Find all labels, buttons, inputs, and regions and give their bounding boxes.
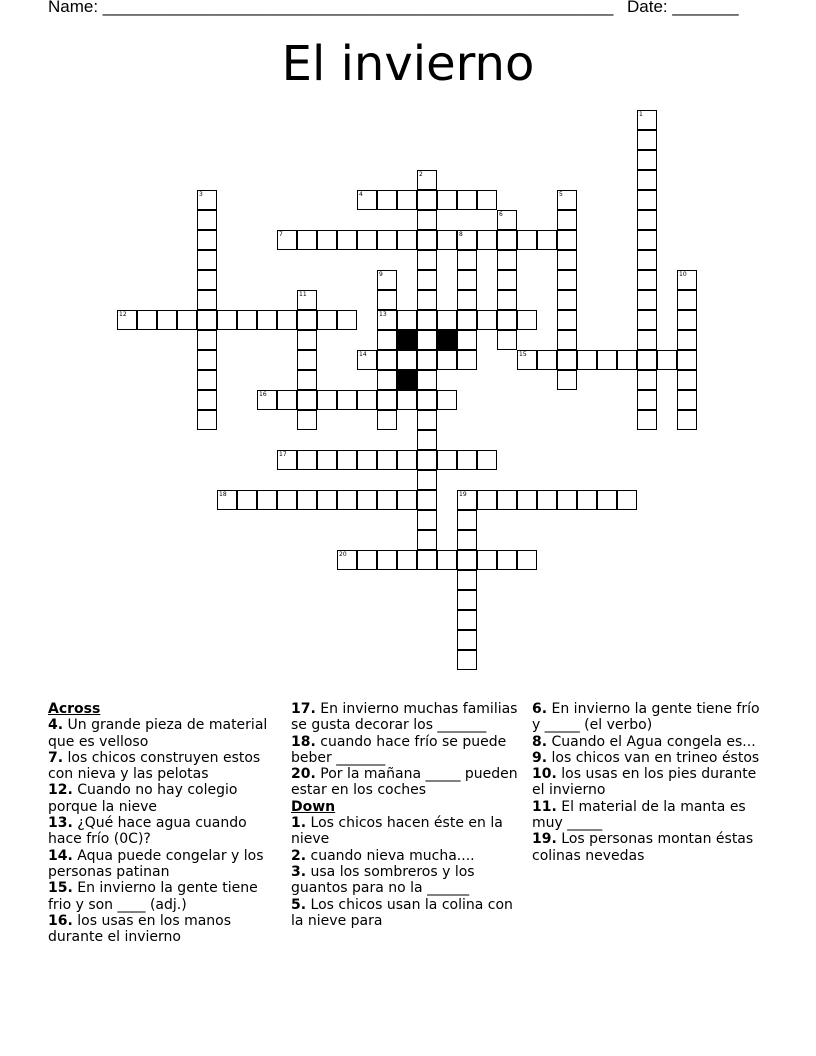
grid-cell[interactable] bbox=[377, 330, 397, 350]
grid-cell[interactable] bbox=[197, 370, 217, 390]
clue-down-1: 1. Los chicos hacen éste en la nieve bbox=[291, 815, 503, 848]
clue-across-12: 12. Cuando no hay colegio porque la nieve bbox=[48, 782, 238, 815]
grid-cell[interactable] bbox=[637, 410, 657, 430]
grid-cell[interactable] bbox=[417, 310, 437, 330]
cell-number: 4 bbox=[359, 191, 363, 198]
clue-across-20: 20. Por la mañana _____ pueden estar en los coches bbox=[291, 766, 518, 799]
grid-cell[interactable] bbox=[637, 170, 657, 190]
clue-down-10: 10. los usas en los pies durante el invierno bbox=[532, 766, 757, 799]
grid-cell[interactable] bbox=[417, 330, 437, 350]
grid-cell[interactable] bbox=[197, 390, 217, 410]
grid-cell[interactable] bbox=[577, 490, 597, 510]
grid-cell[interactable] bbox=[437, 190, 457, 210]
grid-cell[interactable] bbox=[257, 310, 277, 330]
grid-cell[interactable] bbox=[457, 510, 477, 530]
black-cell bbox=[397, 370, 417, 390]
grid-cell[interactable] bbox=[457, 230, 477, 250]
grid-cell[interactable] bbox=[297, 290, 317, 310]
grid-cell[interactable] bbox=[397, 490, 417, 510]
grid-cell[interactable] bbox=[197, 410, 217, 430]
cell-number: 11 bbox=[299, 291, 307, 298]
grid-cell[interactable] bbox=[677, 270, 697, 290]
grid-cell[interactable] bbox=[197, 270, 217, 290]
black-cell bbox=[437, 330, 457, 350]
grid-cell[interactable] bbox=[317, 230, 337, 250]
grid-cell[interactable] bbox=[637, 110, 657, 130]
date-field[interactable]: Date: _______ bbox=[627, 0, 739, 16]
grid-cell[interactable] bbox=[297, 410, 317, 430]
clues-column-2 bbox=[291, 701, 523, 929]
grid-cell[interactable] bbox=[377, 270, 397, 290]
grid-cell[interactable] bbox=[477, 450, 497, 470]
grid-cell[interactable] bbox=[637, 210, 657, 230]
grid-cell[interactable] bbox=[277, 230, 297, 250]
grid-cell[interactable] bbox=[557, 330, 577, 350]
grid-cell[interactable] bbox=[397, 190, 417, 210]
grid-cell[interactable] bbox=[677, 290, 697, 310]
grid-cell[interactable] bbox=[417, 470, 437, 490]
grid-cell[interactable] bbox=[497, 230, 517, 250]
grid-cell[interactable] bbox=[377, 410, 397, 430]
grid-cell[interactable] bbox=[677, 330, 697, 350]
clue-down-19: 19. Los personas montan éstas colinas nevedas bbox=[532, 831, 754, 864]
grid-cell[interactable] bbox=[477, 230, 497, 250]
grid-cell[interactable] bbox=[497, 210, 517, 230]
grid-cell[interactable] bbox=[637, 270, 657, 290]
grid-cell[interactable] bbox=[497, 290, 517, 310]
grid-cell[interactable] bbox=[457, 530, 477, 550]
grid-cell[interactable] bbox=[417, 450, 437, 470]
grid-cell[interactable] bbox=[377, 230, 397, 250]
grid-cell[interactable] bbox=[157, 310, 177, 330]
grid-cell[interactable] bbox=[497, 270, 517, 290]
grid-cell[interactable] bbox=[417, 430, 437, 450]
grid-cell[interactable] bbox=[197, 310, 217, 330]
clue-across-17: 17. En invierno muchas familias se gusta decorar los _______ bbox=[291, 701, 518, 734]
clue-down-2: 2. cuando nieva mucha.... bbox=[291, 847, 475, 864]
grid-cell[interactable] bbox=[357, 190, 377, 210]
grid-cell[interactable] bbox=[677, 390, 697, 410]
grid-cell[interactable] bbox=[417, 290, 437, 310]
grid-cell[interactable] bbox=[297, 330, 317, 350]
grid-cell[interactable] bbox=[617, 490, 637, 510]
grid-cell[interactable] bbox=[337, 310, 357, 330]
name-field[interactable]: Name: ______________________________________________________ bbox=[48, 0, 614, 16]
grid-cell[interactable] bbox=[477, 190, 497, 210]
grid-cell[interactable] bbox=[637, 330, 657, 350]
grid-cell[interactable] bbox=[457, 610, 477, 630]
clue-down-5: 5. Los chicos usan la colina con la nieve para bbox=[291, 896, 513, 929]
cell-number: 12 bbox=[119, 311, 127, 318]
grid-cell[interactable] bbox=[137, 310, 157, 330]
grid-cell[interactable] bbox=[277, 450, 297, 470]
grid-cell[interactable] bbox=[397, 230, 417, 250]
clues-column-1 bbox=[48, 701, 280, 945]
grid-cell[interactable] bbox=[377, 370, 397, 390]
grid-cell[interactable] bbox=[457, 490, 477, 510]
cell-number: 9 bbox=[379, 271, 383, 278]
grid-cell[interactable] bbox=[637, 350, 657, 370]
grid-cell[interactable] bbox=[457, 450, 477, 470]
cell-number: 20 bbox=[339, 551, 347, 558]
clue-across-16: 16. los usas en los manos durante el invierno bbox=[48, 912, 232, 946]
grid-cell[interactable] bbox=[637, 390, 657, 410]
grid-cell[interactable] bbox=[457, 290, 477, 310]
grid-cell[interactable] bbox=[417, 490, 437, 510]
grid-cell[interactable] bbox=[457, 250, 477, 270]
grid-cell[interactable] bbox=[277, 390, 297, 410]
grid-cell[interactable] bbox=[477, 310, 497, 330]
grid-cell[interactable] bbox=[637, 190, 657, 210]
grid-cell[interactable] bbox=[497, 550, 517, 570]
clue-down-3: 3. usa los sombreros y los guantos para no la ______ bbox=[291, 863, 475, 897]
grid-cell[interactable] bbox=[597, 350, 617, 370]
grid-cell[interactable] bbox=[557, 250, 577, 270]
grid-cell[interactable] bbox=[177, 310, 197, 330]
grid-cell[interactable] bbox=[317, 450, 337, 470]
grid-cell[interactable] bbox=[557, 370, 577, 390]
grid-cell[interactable] bbox=[277, 490, 297, 510]
cell-number: 17 bbox=[279, 451, 287, 458]
grid-cell[interactable] bbox=[197, 230, 217, 250]
grid-cell[interactable] bbox=[337, 490, 357, 510]
grid-cell[interactable] bbox=[417, 550, 437, 570]
black-cell bbox=[397, 330, 417, 350]
cell-number: 13 bbox=[379, 311, 387, 318]
grid-cell[interactable] bbox=[457, 650, 477, 670]
cell-number: 6 bbox=[499, 211, 503, 218]
clue-down-6: 6. En invierno la gente tiene frío y _____ (el verbo) bbox=[532, 701, 760, 734]
grid-cell[interactable] bbox=[437, 450, 457, 470]
grid-cell[interactable] bbox=[637, 250, 657, 270]
across-heading: Across bbox=[48, 701, 101, 717]
grid-cell[interactable] bbox=[197, 190, 217, 210]
cell-number: 15 bbox=[519, 351, 527, 358]
grid-cell[interactable] bbox=[357, 450, 377, 470]
clue-across-15: 15. En invierno la gente tiene frio y son ____ (adj.) bbox=[48, 880, 258, 913]
grid-cell[interactable] bbox=[437, 310, 457, 330]
grid-cell[interactable] bbox=[557, 310, 577, 330]
grid-cell[interactable] bbox=[417, 390, 437, 410]
grid-cell[interactable] bbox=[297, 370, 317, 390]
grid-cell[interactable] bbox=[457, 590, 477, 610]
grid-cell[interactable] bbox=[377, 290, 397, 310]
grid-cell[interactable] bbox=[357, 490, 377, 510]
grid-cell[interactable] bbox=[297, 310, 317, 330]
grid-cell[interactable] bbox=[457, 330, 477, 350]
grid-cell[interactable] bbox=[677, 350, 697, 370]
grid-cell[interactable] bbox=[497, 330, 517, 350]
cell-number: 1 bbox=[639, 111, 643, 118]
clue-across-18: 18. cuando hace frío se puede beber _______ bbox=[291, 733, 507, 766]
cell-number: 3 bbox=[199, 191, 203, 198]
grid-cell[interactable] bbox=[297, 450, 317, 470]
clue-down-11: 11. El material de la manta es muy _____ bbox=[532, 798, 746, 832]
grid-cell[interactable] bbox=[217, 310, 237, 330]
grid-cell[interactable] bbox=[257, 390, 277, 410]
grid-cell[interactable] bbox=[437, 550, 457, 570]
grid-cell[interactable] bbox=[417, 190, 437, 210]
grid-cell[interactable] bbox=[477, 490, 497, 510]
cell-number: 7 bbox=[279, 231, 283, 238]
grid-cell[interactable] bbox=[677, 310, 697, 330]
grid-cell[interactable] bbox=[417, 510, 437, 530]
grid-cell[interactable] bbox=[637, 130, 657, 150]
grid-cell[interactable] bbox=[377, 490, 397, 510]
grid-cell[interactable] bbox=[317, 390, 337, 410]
grid-cell[interactable] bbox=[377, 390, 397, 410]
grid-cell[interactable] bbox=[457, 310, 477, 330]
grid-cell[interactable] bbox=[677, 410, 697, 430]
grid-cell[interactable] bbox=[397, 350, 417, 370]
down-heading: Down bbox=[291, 798, 336, 815]
grid-cell[interactable] bbox=[457, 350, 477, 370]
cell-number: 18 bbox=[219, 491, 227, 498]
grid-cell[interactable] bbox=[357, 390, 377, 410]
grid-cell[interactable] bbox=[497, 250, 517, 270]
grid-cell[interactable] bbox=[477, 550, 497, 570]
grid-cell[interactable] bbox=[257, 490, 277, 510]
clue-down-9: 9. los chicos van en trineo éstos bbox=[532, 749, 760, 766]
grid-cell[interactable] bbox=[417, 270, 437, 290]
grid-cell[interactable] bbox=[237, 490, 257, 510]
grid-cell[interactable] bbox=[357, 230, 377, 250]
grid-cell[interactable] bbox=[417, 370, 437, 390]
grid-cell[interactable] bbox=[317, 310, 337, 330]
grid-cell[interactable] bbox=[617, 350, 637, 370]
grid-cell[interactable] bbox=[537, 230, 557, 250]
grid-cell[interactable] bbox=[417, 410, 437, 430]
grid-cell[interactable] bbox=[557, 230, 577, 250]
grid-cell[interactable] bbox=[397, 450, 417, 470]
grid-cell[interactable] bbox=[397, 310, 417, 330]
grid-cell[interactable] bbox=[297, 230, 317, 250]
grid-cell[interactable] bbox=[577, 350, 597, 370]
grid-cell[interactable] bbox=[377, 190, 397, 210]
grid-cell[interactable] bbox=[237, 310, 257, 330]
grid-cell[interactable] bbox=[197, 250, 217, 270]
grid-cell[interactable] bbox=[417, 350, 437, 370]
grid-cell[interactable] bbox=[337, 450, 357, 470]
grid-cell[interactable] bbox=[497, 490, 517, 510]
clues-column-3 bbox=[532, 701, 768, 864]
clue-across-4: 4. Un grande pieza de material que es velloso bbox=[48, 717, 268, 750]
grid-cell[interactable] bbox=[417, 170, 437, 190]
grid-cell[interactable] bbox=[517, 310, 537, 330]
grid-cell[interactable] bbox=[397, 550, 417, 570]
grid-cell[interactable] bbox=[297, 490, 317, 510]
grid-cell[interactable] bbox=[317, 490, 337, 510]
clue-down-8: 8. Cuando el Agua congela es... bbox=[532, 733, 756, 750]
grid-cell[interactable] bbox=[457, 570, 477, 590]
grid-cell[interactable] bbox=[637, 150, 657, 170]
grid-cell[interactable] bbox=[637, 230, 657, 250]
grid-cell[interactable] bbox=[557, 490, 577, 510]
cell-number: 10 bbox=[679, 271, 687, 278]
grid-cell[interactable] bbox=[377, 310, 397, 330]
grid-cell[interactable] bbox=[197, 350, 217, 370]
grid-cell[interactable] bbox=[517, 350, 537, 370]
cell-number: 8 bbox=[459, 231, 463, 238]
grid-cell[interactable] bbox=[457, 630, 477, 650]
grid-cell[interactable] bbox=[437, 230, 457, 250]
grid-cell[interactable] bbox=[657, 350, 677, 370]
grid-cell[interactable] bbox=[377, 550, 397, 570]
grid-cell[interactable] bbox=[517, 550, 537, 570]
grid-cell[interactable] bbox=[197, 290, 217, 310]
cell-number: 16 bbox=[259, 391, 267, 398]
grid-cell[interactable] bbox=[357, 550, 377, 570]
grid-cell[interactable] bbox=[397, 390, 417, 410]
grid-cell[interactable] bbox=[457, 270, 477, 290]
grid-cell[interactable] bbox=[557, 290, 577, 310]
clue-across-13: 13. ¿Qué hace agua cuando hace frío (0C)? bbox=[48, 815, 247, 848]
page-title: El invierno bbox=[281, 36, 535, 92]
grid-cell[interactable] bbox=[537, 490, 557, 510]
grid-cell[interactable] bbox=[277, 310, 297, 330]
grid-cell[interactable] bbox=[117, 310, 137, 330]
grid-cell[interactable] bbox=[197, 330, 217, 350]
grid-cell[interactable] bbox=[597, 490, 617, 510]
grid-cell[interactable] bbox=[337, 550, 357, 570]
grid-cell[interactable] bbox=[197, 210, 217, 230]
grid-cell[interactable] bbox=[217, 490, 237, 510]
grid-cell[interactable] bbox=[517, 490, 537, 510]
grid-cell[interactable] bbox=[357, 350, 377, 370]
grid-cell[interactable] bbox=[557, 190, 577, 210]
grid-cell[interactable] bbox=[457, 190, 477, 210]
grid-cell[interactable] bbox=[417, 230, 437, 250]
grid-cell[interactable] bbox=[557, 270, 577, 290]
grid-cell[interactable] bbox=[337, 390, 357, 410]
clue-across-14: 14. Aqua puede congelar y los personas patinan bbox=[48, 847, 264, 880]
cell-number: 2 bbox=[419, 171, 423, 178]
grid-cell[interactable] bbox=[297, 350, 317, 370]
grid-cell[interactable] bbox=[637, 310, 657, 330]
grid-cell[interactable] bbox=[557, 350, 577, 370]
grid-cell[interactable] bbox=[497, 310, 517, 330]
grid-cell[interactable] bbox=[557, 210, 577, 230]
grid-cell[interactable] bbox=[637, 370, 657, 390]
grid-cell[interactable] bbox=[417, 530, 437, 550]
cell-number: 5 bbox=[559, 191, 563, 198]
grid-cell[interactable] bbox=[677, 370, 697, 390]
grid-cell[interactable] bbox=[457, 550, 477, 570]
grid-cell[interactable] bbox=[637, 290, 657, 310]
clue-across-7: 7. los chicos construyen estos con nieva y las pelotas bbox=[48, 749, 261, 783]
grid-cell[interactable] bbox=[297, 390, 317, 410]
cell-number: 19 bbox=[459, 491, 467, 498]
grid-cell[interactable] bbox=[417, 210, 437, 230]
grid-cell[interactable] bbox=[537, 350, 557, 370]
grid-cell[interactable] bbox=[417, 250, 437, 270]
grid-cell[interactable] bbox=[437, 390, 457, 410]
grid-cell[interactable] bbox=[337, 230, 357, 250]
grid-cell[interactable] bbox=[517, 230, 537, 250]
cell-number: 14 bbox=[359, 351, 367, 358]
grid-cell[interactable] bbox=[437, 350, 457, 370]
grid-cell[interactable] bbox=[377, 350, 397, 370]
grid-cell[interactable] bbox=[377, 450, 397, 470]
